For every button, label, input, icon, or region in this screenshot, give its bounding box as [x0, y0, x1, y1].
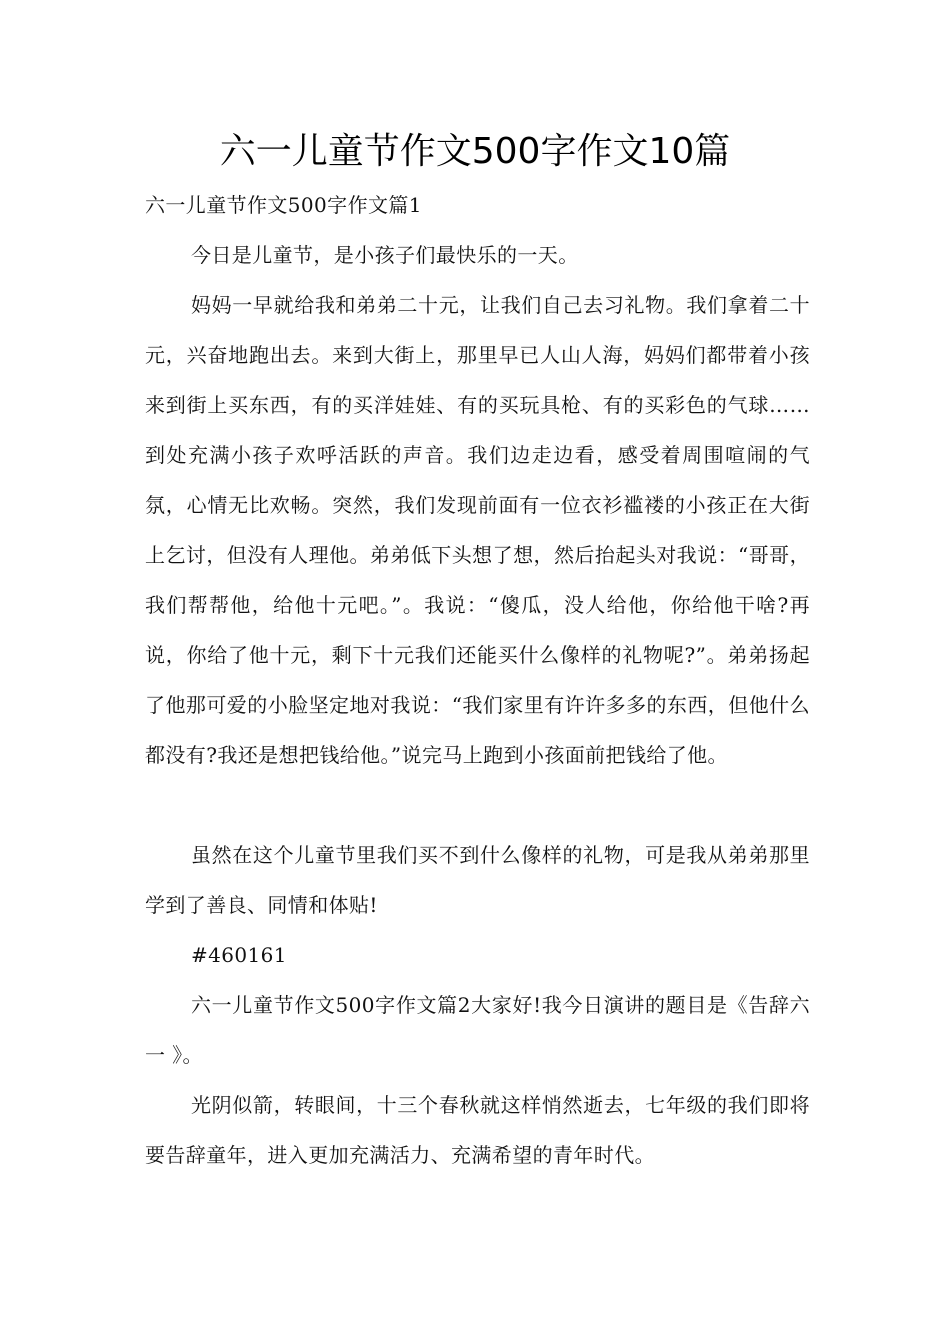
paragraph: 光阴似箭，转眼间，十三个春秋就这样悄然逝去，七年级的我们即将要告辞童年，进入更加充满活力、充满希望的青年时代。: [145, 1093, 810, 1167]
document-tag: #460161: [191, 943, 287, 967]
blank-line: [145, 780, 810, 830]
paragraph: 六一儿童节作文500字作文篇2大家好!我今日演讲的题目是《告辞六一 》。: [145, 993, 810, 1067]
paragraph: 虽然在这个儿童节里我们买不到什么像样的礼物，可是我从弟弟那里学到了善良、同情和体贴!: [145, 843, 810, 917]
paragraph: 妈妈一早就给我和弟弟二十元，让我们自己去习礼物。我们拿着二十元，兴奋地跑出去。来到大街上，那里早已人山人海，妈妈们都带着小孩来到街上买东西，有的买洋娃娃、有的买玩具枪、有的买彩色的气球……到处充满小孩子欢呼活跃的声音。我们边走边看，感受着周围喧闹的气氛，心情无比欢畅。突然，我们发现前面有一位衣衫褴褛的小孩正在大街上乞讨，但没有人理他。弟弟低下头想了想，然后抬起头对我说：“哥哥，我们帮帮他，给他十元吧。”。我说：“傻瓜，没人给他，你给他干啥?再说，你给了他十元，剩下十元我们还能买什么像样的礼物呢?”。弟弟扬起了他那可爱的小脸坚定地对我说：“我们家里有许许多多的东西，但他什么都没有?我还是想把钱给他。”说完马上跑到小孩面前把钱给了他。: [145, 293, 810, 767]
document-body: [145, 180, 810, 1180]
section-heading: 六一儿童节作文500字作文篇1: [145, 193, 422, 217]
document-title: 六一儿童节作文500字作文10篇: [219, 131, 731, 172]
paragraph: 今日是儿童节，是小孩子们最快乐的一天。: [191, 243, 579, 267]
